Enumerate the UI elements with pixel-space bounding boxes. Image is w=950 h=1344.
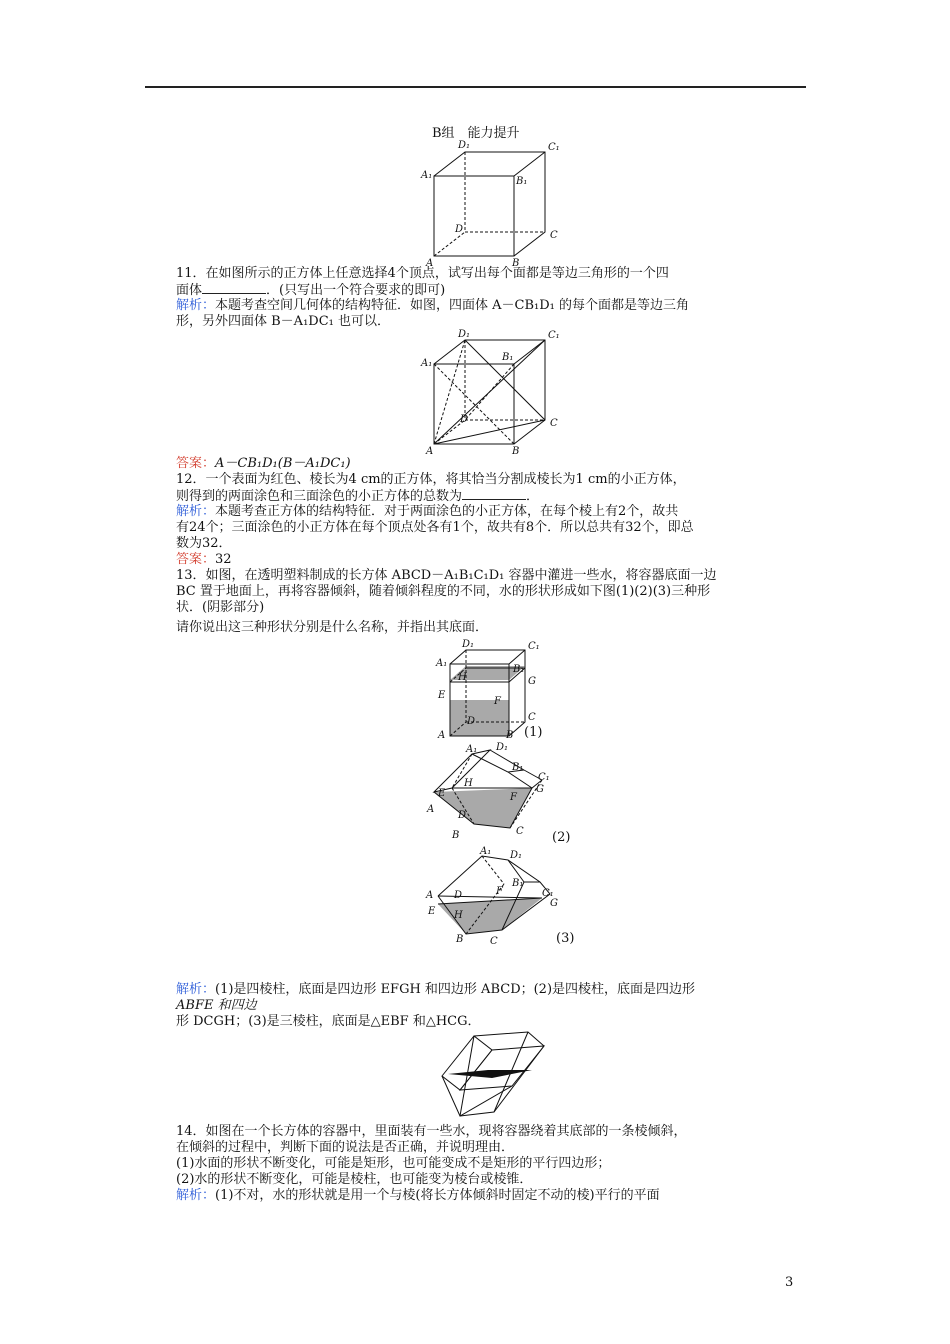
svg-text:D: D	[467, 716, 476, 727]
q14-analysis-line1	[176, 1188, 660, 1204]
q14-line2: 在倾斜的过程中，判断下面的说法是否正确，并说明理由．	[176, 1140, 515, 1155]
q12-text-b: ．	[526, 489, 540, 504]
tilted-box-figure	[436, 1030, 556, 1120]
q13-line4: 请你说出这三种形状分别是什么名称，并指出其底面．	[176, 620, 489, 635]
analysis-label: 解析：	[176, 982, 216, 997]
q14-item2: (2)水的形状不断变化，可能是棱柱，也可能变为棱台或棱锥．	[176, 1172, 533, 1187]
q11-line1: 11．在如图所示的正方体上任意选择4个顶点，试写出每个面都是等边三角形的一个四	[176, 266, 669, 281]
analysis-text: (1)是四棱柱，底面是四边形 EFGH 和四边形 ABCD；(2)是四棱柱，底面是四边形	[215, 982, 696, 997]
answer-label: 答案：	[176, 456, 216, 471]
svg-text:B₁: B₁	[516, 176, 528, 187]
svg-text:A₁: A₁	[421, 358, 433, 369]
analysis-text: 本题考查正方体的结构特征．对于两面涂色的小正方体，在每个棱上有2个，故共	[215, 504, 679, 519]
svg-text:A₁: A₁	[466, 744, 478, 755]
q11-analysis-line1	[176, 298, 689, 314]
svg-text:C₁: C₁	[548, 142, 560, 153]
svg-text:A₁: A₁	[480, 846, 492, 857]
svg-text:D₁: D₁	[510, 850, 523, 861]
svg-text:A: A	[427, 804, 435, 815]
svg-text:E: E	[428, 906, 436, 917]
svg-text:B₁: B₁	[512, 762, 524, 773]
q13-line1: 13．如图，在透明塑料制成的长方体 ABCD－A₁B₁C₁D₁ 容器中灌进一些水，将容器底面一边	[176, 568, 717, 583]
svg-text:C: C	[490, 936, 498, 947]
q13-line2: BC 置于地面上，再将容器倾斜，随着倾斜程度的不同，水的形状形成如下图(1)(2)(3)三种形	[176, 584, 711, 599]
water-figure-1	[434, 640, 564, 740]
svg-text:C: C	[550, 230, 558, 241]
svg-text:D₁: D₁	[462, 639, 475, 650]
svg-text:A: A	[438, 730, 446, 741]
svg-text:F: F	[494, 696, 501, 707]
fig-label-3: (3)	[556, 931, 575, 946]
answer-blank	[462, 488, 526, 500]
svg-text:H: H	[458, 672, 467, 683]
q13-analysis-line1	[176, 982, 695, 998]
svg-text:E: E	[438, 788, 446, 799]
section-title: B组 能力提升	[432, 126, 520, 141]
svg-text:B₁: B₁	[502, 352, 514, 363]
svg-text:A: A	[426, 446, 434, 457]
answer-text: 32	[215, 552, 232, 567]
q13-line3: 状．(阴影部分)	[176, 600, 265, 615]
svg-text:D₁: D₁	[458, 329, 471, 340]
svg-text:D: D	[460, 414, 469, 425]
analysis-text: 本题考查空间几何体的结构特征．如图，四面体 A－CB₁D₁ 的每个面都是等边三角	[215, 298, 690, 313]
svg-text:A₁: A₁	[436, 658, 448, 669]
answer-text: A－CB₁D₁(B－A₁DC₁)	[215, 456, 351, 471]
svg-text:F: F	[510, 792, 517, 803]
fig-label-2: (2)	[552, 830, 571, 845]
q12-line1: 12．一个表面为红色、棱长为4 cm的正方体，将其恰当分割成棱长为1 cm的小正方体，	[176, 472, 686, 487]
svg-text:A: A	[426, 890, 434, 901]
svg-text:F: F	[496, 886, 503, 897]
answer-label: 答案：	[176, 552, 216, 567]
svg-text:A₁: A₁	[421, 170, 433, 181]
header-rule	[145, 86, 806, 88]
q12-analysis-line2: 有24个；三面涂色的小正方体在每个顶点处各有1个，故共有8个．所以总共有32个，即总	[176, 520, 694, 535]
q12-answer	[176, 552, 232, 568]
svg-text:C: C	[516, 826, 524, 837]
analysis-text: (1)不对，水的形状就是用一个与棱(将长方体倾斜时固定不动的棱)平行的平面	[215, 1188, 660, 1203]
svg-text:B: B	[506, 730, 514, 741]
analysis-label: 解析：	[176, 298, 216, 313]
q14-line1: 14．如图在一个长方体的容器中，里面装有一些水，现将容器绕着其底部的一条棱倾斜，	[176, 1124, 687, 1139]
q11-analysis-line2: 形，另外四面体 B－A₁DC₁ 也可以．	[176, 314, 390, 329]
svg-text:A: A	[426, 258, 434, 269]
svg-text:B: B	[512, 446, 520, 457]
analysis-label: 解析：	[176, 504, 216, 519]
q13-analysis-line3: 形 DCGH；(3)是三棱柱，底面是△EBF 和△HCG．	[176, 1014, 481, 1029]
svg-text:B: B	[452, 830, 460, 841]
svg-text:G: G	[550, 898, 558, 909]
svg-text:H: H	[464, 778, 473, 789]
svg-text:C₁: C₁	[528, 641, 540, 652]
q12-line2	[176, 488, 539, 505]
cube-figure-q11	[420, 140, 570, 269]
q12-analysis-line1	[176, 504, 678, 520]
svg-text:G: G	[536, 784, 544, 795]
svg-text:B: B	[512, 258, 520, 269]
analysis-label: 解析：	[176, 1188, 216, 1203]
answer-blank	[202, 282, 266, 294]
svg-text:D: D	[458, 810, 467, 821]
svg-text:D₁: D₁	[458, 140, 471, 151]
q11-answer	[176, 456, 351, 472]
water-figure-2	[424, 740, 574, 840]
cube-tetrahedron-figure	[420, 330, 570, 455]
q11-line2	[176, 282, 445, 299]
q12-text-a: 则得到的两面涂色和三面涂色的小正方体的总数为	[176, 489, 463, 504]
q13-analysis-line2: ABFE 和四边	[176, 998, 257, 1013]
svg-text:C₁: C₁	[538, 772, 550, 783]
svg-text:B₁: B₁	[512, 878, 524, 889]
q12-analysis-line3: 数为32．	[176, 536, 232, 551]
page-number: 3	[785, 1275, 794, 1290]
svg-text:E: E	[438, 690, 446, 701]
svg-text:C₁: C₁	[542, 888, 554, 899]
svg-text:C: C	[550, 418, 558, 429]
fig-label-1: (1)	[524, 725, 543, 740]
q14-item1: (1)水面的形状不断变化，可能是矩形，也可能变成不是矩形的平行四边形；	[176, 1156, 611, 1171]
svg-text:H: H	[454, 910, 463, 921]
svg-text:C₁: C₁	[548, 330, 560, 341]
q11-text-a: 面体	[176, 283, 203, 298]
water-figure-3	[424, 846, 574, 946]
svg-text:C: C	[528, 712, 536, 723]
q11-text-b: ．(只写出一个符合要求的即可)	[266, 283, 446, 298]
svg-text:D: D	[454, 890, 463, 901]
svg-text:D₁: D₁	[496, 742, 509, 753]
svg-text:B: B	[456, 934, 464, 945]
svg-text:G: G	[528, 676, 536, 687]
svg-text:B₁: B₁	[513, 664, 525, 675]
svg-text:D: D	[455, 224, 464, 235]
